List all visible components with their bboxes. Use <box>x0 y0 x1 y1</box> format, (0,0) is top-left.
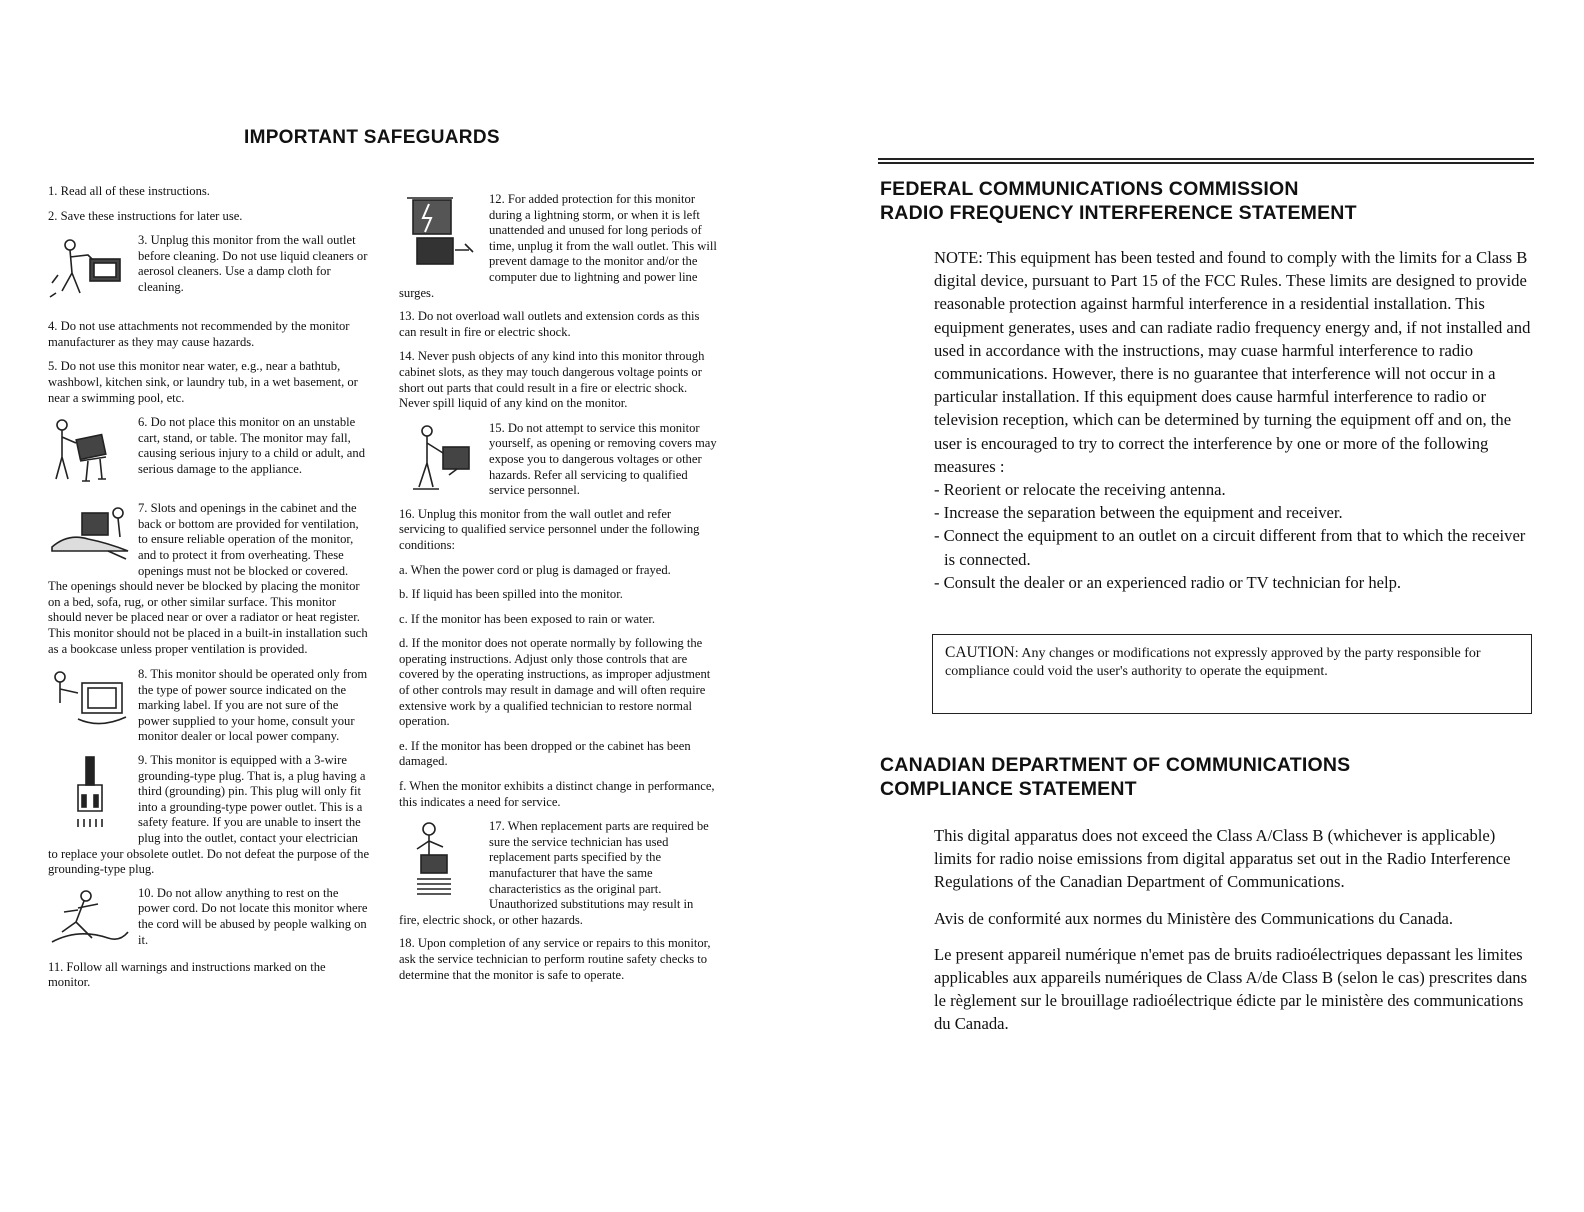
caution-text: : Any changes or modifications not expressly approved by the party responsible for compliance could void the user's authority to operate the equipment. <box>945 646 1481 679</box>
fcc-measure: - Consult the dealer or an experienced radio or TV technician for help. <box>934 572 1402 592</box>
safeguard-item: 10. Do not allow anything to rest on the power cord. Do not locate this monitor where the cord will be abused by people walking on it. <box>138 885 368 947</box>
safeguard-item: 9. This monitor is equipped with a 3-wire grounding-type plug. That is, a plug having a third (grounding) pin. This plug will only fit into a grounding-type power outlet. This is a safety feature. If you are unable to insert the plug into the outlet, contact your electrician to replace your obsolete outlet. Do not defeat the purpose of the grounding-type plug. <box>48 753 370 877</box>
caution-box <box>932 634 1532 714</box>
fcc-heading <box>880 177 1357 225</box>
canada-heading-line: COMPLIANCE STATEMENT <box>880 778 1137 800</box>
safeguard-item-with-figure <box>399 819 717 928</box>
safeguard-item: 12. For added protection for this monitor during a lightning storm, or when it is left unattended and unused for long periods of time, unplug it from the wall outlet. This will prevent damage to the monitor and/or the computer due to lightning and power line surges. <box>399 192 717 300</box>
caution-label: CAUTION <box>945 644 1015 661</box>
canada-paragraph: This digital apparatus does not exceed the Class A/Class B (whichever is applicable) limits for radio noise emissions from digital apparatus set out in the Radio Interference Regulations of the Canadian Department of Communications. <box>934 826 1511 892</box>
safeguard-item: 1. Read all of these instructions. <box>48 184 210 198</box>
cleaning-person-icon <box>48 235 132 311</box>
safeguard-item: 17. When replacement parts are required be sure the service technician has used replacement parts specified by the manufacturer that have the same characteristics as the original part. Unauthorized substitutions may result in fire, electric shock, or other hazards. <box>399 819 709 927</box>
canada-heading <box>880 753 1350 801</box>
safeguard-item: 11. Follow all warnings and instructions marked on the monitor. <box>48 959 326 990</box>
safeguard-item-with-figure <box>48 667 370 745</box>
canada-heading-line: CANADIAN DEPARTMENT OF COMMUNICATIONS <box>880 754 1351 776</box>
fcc-measure: - Reorient or relocate the receiving antenna. <box>934 480 1226 500</box>
safeguard-subitem: b. If liquid has been spilled into the monitor. <box>399 587 623 602</box>
canada-statement <box>934 824 1534 1049</box>
grounding-plug-icon <box>48 755 132 831</box>
fcc-heading-line: FEDERAL COMMUNICATIONS COMMISSION <box>880 178 1299 200</box>
fcc-measure: - Connect the equipment to an outlet on a circuit different from that to which the receiver is connected. <box>934 526 1526 569</box>
safeguard-subitem: d. If the monitor does not operate normally by following the operating instructions. Adjust only those controls that are covered by the operating instructions, as improper adjustment of other controls may result in damage and will often require extensive work by a qualified technician to restore normal operation. <box>399 636 711 729</box>
falling-cart-icon <box>48 417 132 493</box>
safeguard-item: 13. Do not overload wall outlets and extension cords as this can result in fire or electric shock. <box>399 309 700 339</box>
canada-paragraph: Le present appareil numérique n'emet pas de bruits radioélectriques depassant les limites applicables aux appareils numériques de Class A/de Class B (selon le cas) prescrites dans le règlement sur le brouillage radioélectrique édicte par le ministère des communications du Canada. <box>934 944 1528 1034</box>
note-label: NOTE <box>934 248 979 267</box>
power-source-icon <box>48 669 132 733</box>
replacement-parts-icon <box>399 821 483 897</box>
safeguard-item: 4. Do not use attachments not recommended by the monitor manufacturer as they may cause hazards. <box>48 319 350 349</box>
safeguard-subitem: c. If the monitor has been exposed to rain or water. <box>399 611 655 626</box>
header-rule <box>878 162 1534 164</box>
safeguards-column-2 <box>399 192 717 992</box>
blocked-vent-icon <box>48 503 132 567</box>
safeguard-item-with-figure <box>48 233 370 311</box>
page-title: IMPORTANT SAFEGUARDS <box>244 127 500 148</box>
tripping-cord-icon <box>48 888 132 952</box>
safeguard-item: 5. Do not use this monitor near water, e.g., near a bathtub, washbowl, kitchen sink, or laundry tub, in a wet basement, or near a swimming pool, etc. <box>48 359 358 405</box>
fcc-note-paragraph <box>934 246 1536 478</box>
safeguard-item-with-figure <box>399 421 717 499</box>
safeguard-item-with-figure <box>48 886 370 952</box>
safeguard-item-with-figure <box>48 501 370 657</box>
fcc-statement <box>934 246 1536 594</box>
safeguard-item: 18. Upon completion of any service or repairs to this monitor, ask the service technician to perform routine safety checks to determine that the monitor is safe to operate. <box>399 936 711 982</box>
note-text: : This equipment has been tested and found to comply with the limits for a Class B digital device, pursuant to Part 15 of the FCC Rules. These limits are designed to provide reasonable protection against harmful interference in a residential installation. This equipment generates, uses and can radiate radio frequency energy and, if not installed and used in accordance with the instructions, may cuase harmful interference to radio communications. However, there is no guarantee that interference will not occur in a particular installation. If this equipment does cause harmful interference to radio or television reception, which can be determined by turning the equipment off and on, the user is encouraged to try to correct the interference by one or more of the following measures : <box>934 248 1531 476</box>
safeguard-item: 2. Save these instructions for later use. <box>48 208 243 223</box>
safeguard-subitem: f. When the monitor exhibits a distinct change in performance, this indicates a need for service. <box>399 779 715 809</box>
safeguard-item: 8. This monitor should be operated only from the type of power source indicated on the marking label. If you are not sure of the power supplied to your home, consult your monitor dealer or local power company. <box>138 667 368 744</box>
fcc-heading-line: RADIO FREQUENCY INTERFERENCE STATEMENT <box>880 202 1357 224</box>
safeguard-subitem: e. If the monitor has been dropped or the cabinet has been damaged. <box>399 738 691 769</box>
safeguard-item-with-figure <box>399 192 717 301</box>
safeguard-item: 16. Unplug this monitor from the wall outlet and refer servicing to qualified service personnel under the following conditions: <box>399 506 700 552</box>
service-technician-icon <box>399 423 483 499</box>
safeguard-item: 6. Do not place this monitor on an unstable cart, stand, or table. The monitor may fall, causing serious injury to a child or adult, and serious damage to the appliance. <box>138 415 365 476</box>
caution-paragraph <box>945 644 1505 681</box>
safeguard-item: 15. Do not attempt to service this monitor yourself, as opening or removing covers may expose you to dangerous voltages or other hazards. Refer all servicing to qualified service personnel. <box>489 420 717 498</box>
lightning-storm-icon <box>399 194 483 270</box>
safeguard-item-with-figure <box>48 753 370 878</box>
canada-paragraph: Avis de conformité aux normes du Ministère des Communications du Canada. <box>934 908 1454 928</box>
safeguards-column-1 <box>48 184 370 1000</box>
safeguard-item: 14. Never push objects of any kind into this monitor through cabinet slots, as they may touch dangerous voltage points or short out parts that could result in a fire or electric shock. Never spill liquid of any kind on the monitor. <box>399 349 705 411</box>
safeguard-item-with-figure <box>48 415 370 493</box>
fcc-measure: - Increase the separation between the equipment and receiver. <box>934 503 1343 523</box>
safeguard-item: 3. Unplug this monitor from the wall outlet before cleaning. Do not use liquid cleaners or aerosol cleaners. Use a damp cloth for cleaning. <box>138 233 368 294</box>
header-rule <box>878 158 1534 160</box>
safeguard-item: 7. Slots and openings in the cabinet and the back or bottom are provided for ventilation, to ensure reliable operation of the monitor, and to protect it from overheating. These openings must not be blocked or covered. The openings should never be blocked by placing the monitor on a bed, sofa, rug, or other similar surface. This monitor should never be placed near or over a radiator or heat register. This monitor should not be placed in a built-in installation such as a bookcase unless proper ventilation is provided. <box>48 501 368 656</box>
safeguard-subitem: a. When the power cord or plug is damaged or frayed. <box>399 562 671 577</box>
